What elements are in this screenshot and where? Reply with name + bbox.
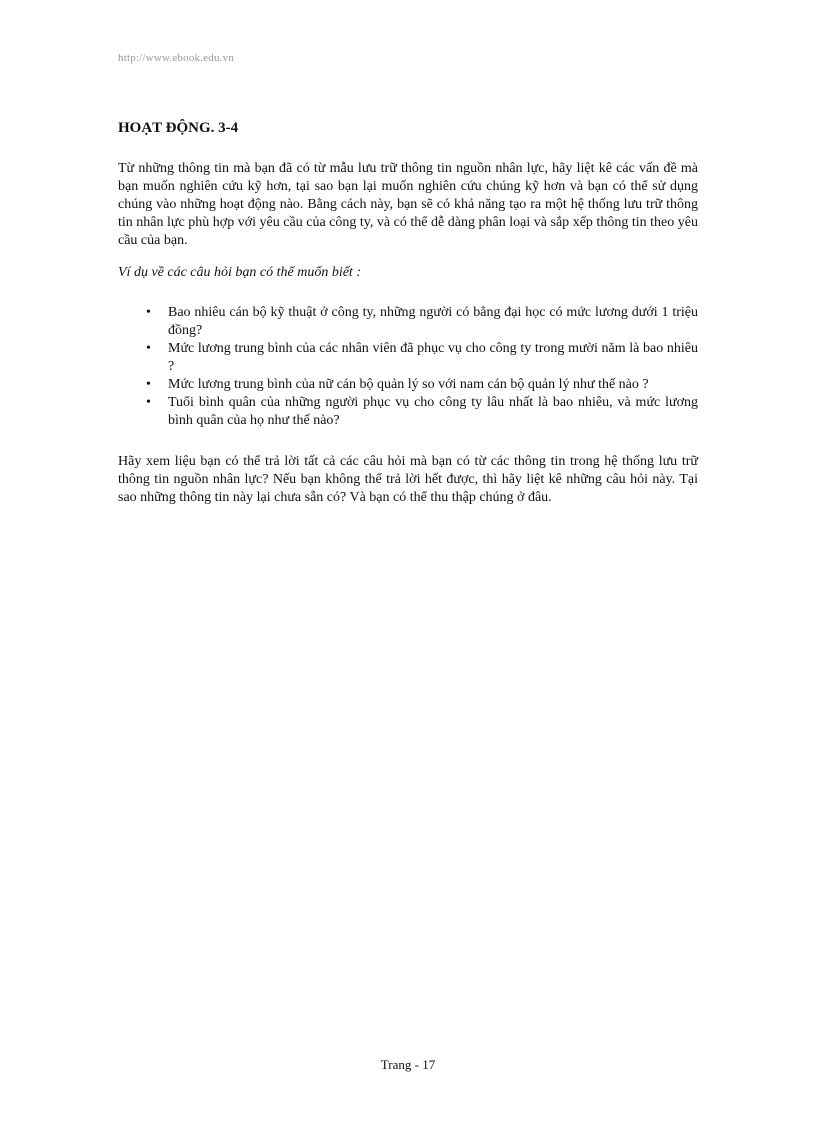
bullet-icon: • xyxy=(146,305,151,320)
bullet-icon: • xyxy=(146,377,151,392)
list-item-text: Mức lương trung bình của nữ cán bộ quản lý so với nam cán bộ quản lý như thế nào ? xyxy=(168,377,649,392)
list-item xyxy=(118,394,698,430)
list-item-text: Mức lương trung bình của các nhân viên đã phục vụ cho công ty trong mười năm là bao nhiêu ? xyxy=(168,341,698,374)
list-item xyxy=(118,376,698,394)
header-url: http://www.ebook.edu.vn xyxy=(118,52,235,64)
main-content xyxy=(118,118,698,507)
activity-title: HOẠT ĐỘNG. 3-4 xyxy=(118,120,239,136)
intro-paragraph: Từ những thông tin mà bạn đã có từ mẫu lưu trữ thông tin nguồn nhân lực, hãy liệt kê các vấn đề mà bạn muốn nghiên cứu kỹ hơn, tại sao bạn lại muốn nghiên cứu chúng kỹ hơn và bạn có thể sử dụng chúng vào những hoạt động nào. Bằng cách này, bạn sẽ có khả năng tạo ra một hệ thống lưu trữ thông tin nhân lực phù hợp với yêu cầu của công ty, và có thể dễ dàng phân loại và sắp xếp thông tin theo yêu cầu của bạn. xyxy=(118,161,698,248)
examples-intro: Ví dụ về các câu hỏi bạn có thể muốn biết : xyxy=(118,265,361,280)
list-item xyxy=(118,304,698,340)
page-number: Trang - 17 xyxy=(380,1057,436,1072)
question-list xyxy=(118,304,698,430)
bullet-icon: • xyxy=(146,341,151,356)
list-item-text: Bao nhiêu cán bộ kỹ thuật ở công ty, những người có bằng đại học có mức lương dưới 1 triệu đồng? xyxy=(168,305,698,338)
list-item xyxy=(118,340,698,376)
bullet-icon: • xyxy=(146,395,151,410)
list-item-text: Tuổi bình quân của những người phục vụ cho công ty lâu nhất là bao nhiêu, và mức lương bình quân của họ như thế nào? xyxy=(168,395,698,428)
closing-paragraph: Hãy xem liệu bạn có thể trả lời tất cả các câu hỏi mà bạn có từ các thông tin trong hệ thống lưu trữ thông tin nguồn nhân lực? Nếu bạn không thể trả lời hết được, thì hãy liệt kê những câu hỏi này. Tại sao những thông tin này lại chưa sẵn có? Và bạn có thể thu thập chúng ở đâu. xyxy=(118,454,698,505)
